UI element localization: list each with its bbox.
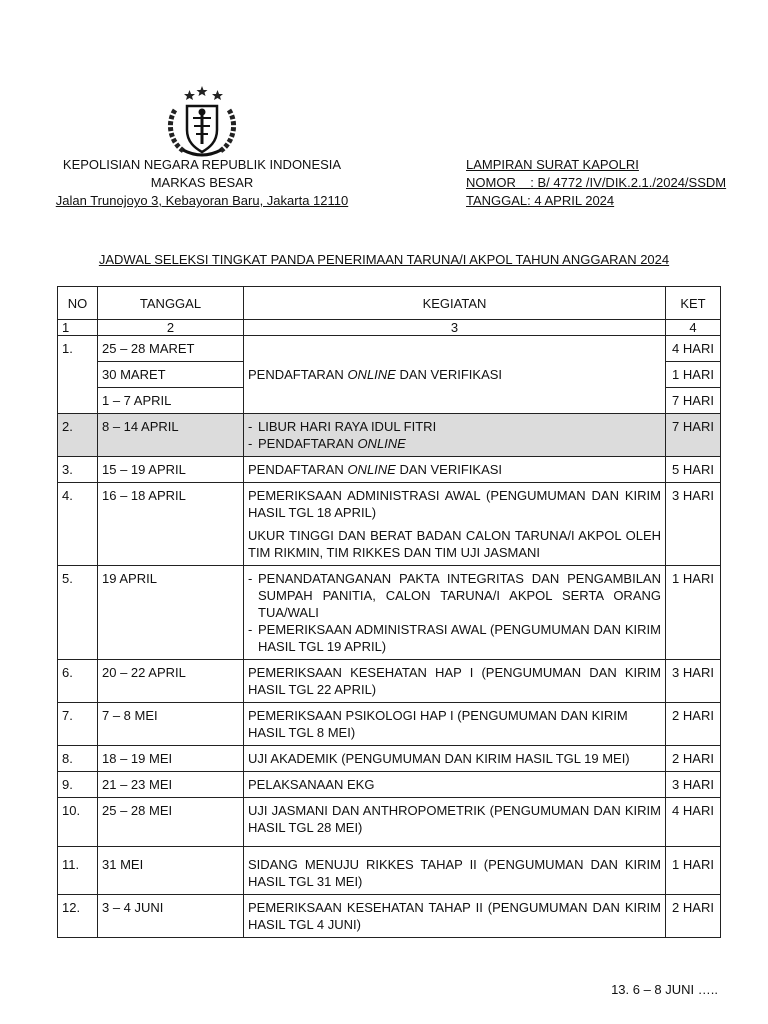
row-number: 4. [58,483,98,566]
table-row [58,483,721,566]
row-date: 21 – 23 MEI [98,772,244,798]
row-date: 1 – 7 APRIL [98,388,244,414]
row-date: 8 – 14 APRIL [98,414,244,457]
row-activity: SIDANG MENUJU RIKKES TAHAP II (PENGUMUMAN DAN KIRIM HASIL TGL 31 MEI) [244,847,666,895]
police-emblem-logo [161,82,243,158]
row-activity: PEMERIKSAAN KESEHATAN TAHAP II (PENGUMUMAN DAN KIRIM HASIL TGL 4 JUNI) [244,895,666,938]
row-activity: PEMERIKSAAN PSIKOLOGI HAP I (PENGUMUMAN DAN KIRIM HASIL TGL 8 MEI) [244,703,666,746]
column-header: KEGIATAN [244,287,666,320]
row-number: 5. [58,566,98,660]
row-activity: PELAKSANAAN EKG [244,772,666,798]
table-row [58,847,721,895]
row-date: 18 – 19 MEI [98,746,244,772]
row-duration: 2 HARI [666,895,721,938]
row-date: 19 APRIL [98,566,244,660]
row-date: 25 – 28 MARET [98,336,244,362]
row-date: 3 – 4 JUNI [98,895,244,938]
table-row [58,414,721,457]
column-number: 1 [58,320,98,336]
row-duration: 4 HARI [666,336,721,362]
row-activity: UJI JASMANI DAN ANTHROPOMETRIK (PENGUMUMAN DAN KIRIM HASIL TGL 28 MEI) [244,798,666,847]
column-header: KET [666,287,721,320]
schedule-table [57,286,721,938]
column-header: NO [58,287,98,320]
row-duration: 4 HARI [666,798,721,847]
row-duration: 2 HARI [666,703,721,746]
header-organization [52,156,352,210]
org-address: Jalan Trunojoyo 3, Kebayoran Baru, Jakarta 12110 [55,193,349,208]
row-activity: UJI AKADEMIK (PENGUMUMAN DAN KIRIM HASIL TGL 19 MEI) [244,746,666,772]
row-date: 30 MARET [98,362,244,388]
row-duration: 3 HARI [666,660,721,703]
ref-title: LAMPIRAN SURAT KAPOLRI [466,157,639,172]
table-row [58,457,721,483]
column-header: TANGGAL [98,287,244,320]
row-duration: 1 HARI [666,566,721,660]
column-number-row [58,320,721,336]
row-activity: PEMERIKSAAN ADMINISTRASI AWAL (PENGUMUMAN DAN KIRIM HASIL TGL 18 APRIL) UKUR TINGGI DAN BERAT BADAN CALON TARUNA/I AKPOL OLEH TIM RIKMIN, TIM RIKKES DAN TIM UJI JASMANI [244,483,666,566]
row-date: 15 – 19 APRIL [98,457,244,483]
row-duration: 7 HARI [666,388,721,414]
table-row [58,660,721,703]
row-number: 7. [58,703,98,746]
row-date: 20 – 22 APRIL [98,660,244,703]
ref-number: NOMOR : B/ 4772 /IV/DIK.2.1./2024/SSDM [466,175,727,190]
ref-date: TANGGAL: 4 APRIL 2024 [466,193,615,208]
column-number: 2 [98,320,244,336]
row-activity: PENDAFTARAN ONLINE DAN VERIFIKASI [244,336,666,414]
table-row [58,772,721,798]
row-duration: 1 HARI [666,362,721,388]
row-date: 25 – 28 MEI [98,798,244,847]
table-row [58,746,721,772]
table-header-row [58,287,721,320]
row-activity: PENDAFTARAN ONLINE DAN VERIFIKASI [244,457,666,483]
row-activity: - PENANDATANGANAN PAKTA INTEGRITAS DAN PENGAMBILAN SUMPAH PANITIA, CALON TARUNA/I AKPOL SERTA ORANG TUA/WALI - PEMERIKSAAN ADMINISTRASI AWAL (PENGUMUMAN DAN KIRIM HASIL TGL 19 APRIL) [244,566,666,660]
row-number: 1. [58,336,98,414]
row-number: 2. [58,414,98,457]
row-duration: 7 HARI [666,414,721,457]
row-date: 16 – 18 APRIL [98,483,244,566]
row-number: 9. [58,772,98,798]
table-row [58,336,721,362]
header-reference [466,156,756,210]
table-row [58,703,721,746]
row-number: 10. [58,798,98,847]
row-duration: 3 HARI [666,772,721,798]
table-row [58,566,721,660]
row-number: 8. [58,746,98,772]
row-duration: 5 HARI [666,457,721,483]
row-date: 7 – 8 MEI [98,703,244,746]
document-title: JADWAL SELEKSI TINGKAT PANDA PENERIMAAN TARUNA/I AKPOL TAHUN ANGGARAN 2024 [98,252,670,267]
row-number: 3. [58,457,98,483]
row-date: 31 MEI [98,847,244,895]
table-row [58,798,721,847]
page-continuation: 13. 6 – 8 JUNI ….. [611,982,718,997]
org-name: KEPOLISIAN NEGARA REPUBLIK INDONESIA [62,157,342,172]
row-duration: 1 HARI [666,847,721,895]
row-duration: 3 HARI [666,483,721,566]
row-number: 12. [58,895,98,938]
row-duration: 2 HARI [666,746,721,772]
row-activity: - LIBUR HARI RAYA IDUL FITRI - PENDAFTARAN ONLINE [244,414,666,457]
column-number: 4 [666,320,721,336]
table-row [58,895,721,938]
row-activity: PEMERIKSAAN KESEHATAN HAP I (PENGUMUMAN DAN KIRIM HASIL TGL 22 APRIL) [244,660,666,703]
row-number: 11. [58,847,98,895]
row-number: 6. [58,660,98,703]
org-unit: MARKAS BESAR [150,175,254,190]
column-number: 3 [244,320,666,336]
